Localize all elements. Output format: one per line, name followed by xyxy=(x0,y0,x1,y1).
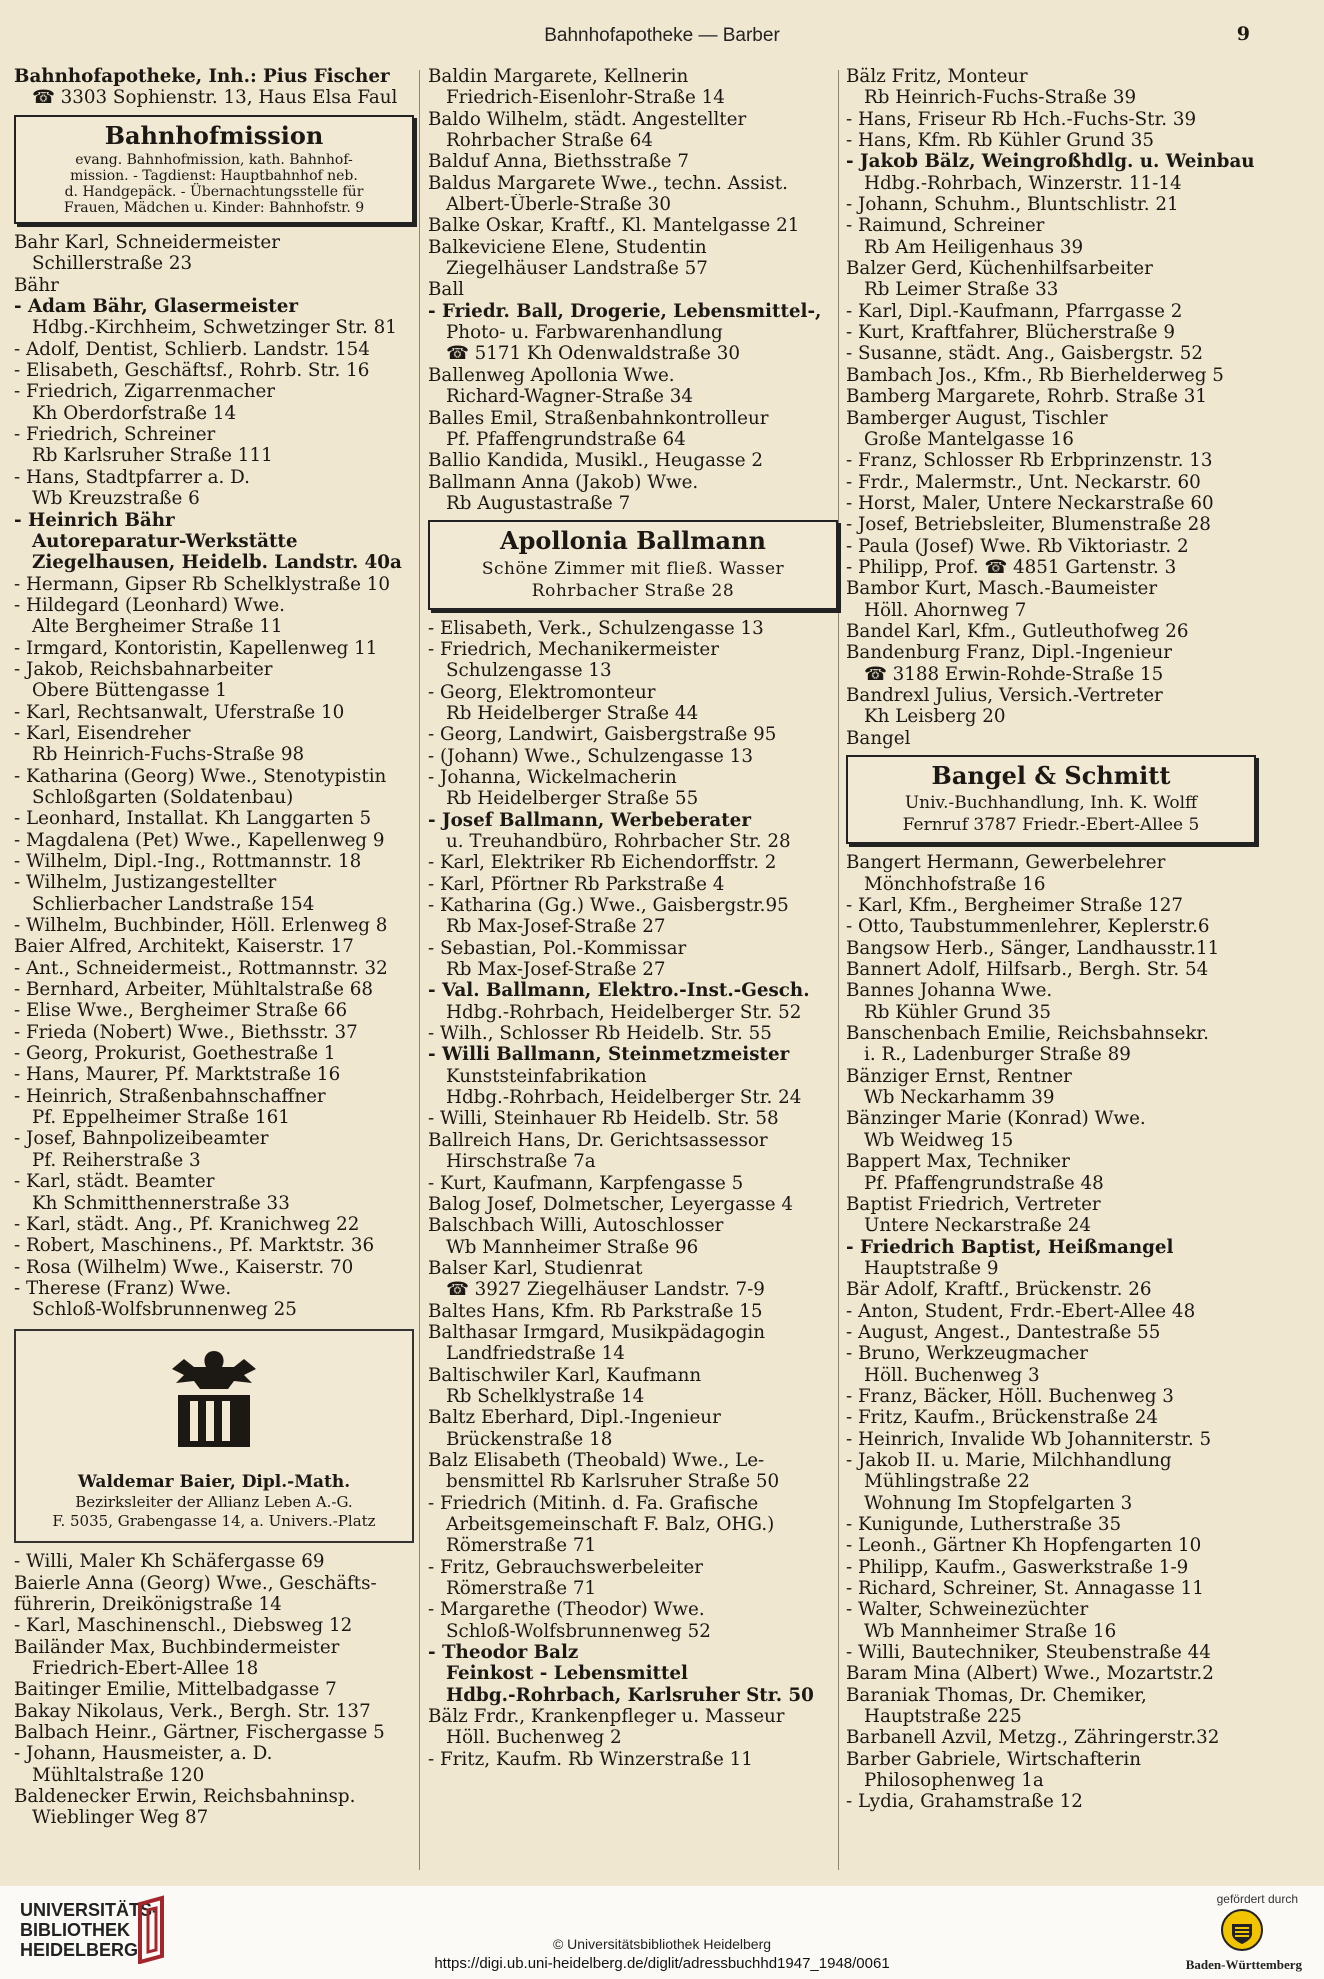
directory-line: - Friedr. Ball, Drogerie, Lebensmittel-, xyxy=(428,300,822,322)
directory-line: Bamberger August, Tischler xyxy=(846,407,1108,429)
directory-line: - Jakob Bälz, Weingroßhdlg. u. Weinbau xyxy=(846,151,1255,173)
permalink[interactable]: https://digi.ub.uni-heidelberg.de/diglit/adressbuchhd1947_1948/0061 xyxy=(434,1955,890,1972)
directory-line: - Friedrich (Mitinh. d. Fa. Grafische xyxy=(428,1492,759,1514)
directory-line: Wb Mannheimer Straße 96 xyxy=(446,1236,699,1258)
directory-line: - Therese (Franz) Wwe. xyxy=(14,1277,232,1299)
directory-line: Bannes Johanna Wwe. xyxy=(846,980,1053,1002)
sponsor-label: gefördert durch xyxy=(1216,1892,1298,1906)
directory-line: Pf. Reiherstraße 3 xyxy=(32,1149,201,1171)
directory-line: Baraniak Thomas, Dr. Chemiker, xyxy=(846,1684,1147,1706)
directory-line: Baltes Hans, Kfm. Rb Parkstraße 15 xyxy=(428,1300,763,1322)
directory-line: - Leonh., Gärtner Kh Hopfengarten 10 xyxy=(846,1535,1202,1557)
directory-line: - Bruno, Werkzeugmacher xyxy=(846,1343,1089,1365)
entry-list xyxy=(14,232,414,1321)
directory-line: Baitinger Emilie, Mittelbadgasse 7 xyxy=(14,1679,337,1701)
directory-line: Rb Karlsruher Straße 111 xyxy=(32,445,273,467)
directory-line: Balthasar Irmgard, Musikpädagogin xyxy=(428,1321,766,1343)
directory-line: - Katharina (Georg) Wwe., Stenotypistin xyxy=(14,765,387,787)
directory-line: i. R., Ladenburger Straße 89 xyxy=(864,1044,1131,1066)
directory-line: - Karl, städt. Beamter xyxy=(14,1171,215,1193)
directory-line: - Wilhelm, Buchbinder, Höll. Erlenweg 8 xyxy=(14,915,388,937)
directory-line: Richard-Wagner-Straße 34 xyxy=(446,386,694,408)
directory-line: - Josef Ballmann, Werbeberater xyxy=(428,809,751,831)
ad-box-bahnhofmission xyxy=(14,115,414,224)
directory-line: - Hildegard (Leonhard) Wwe. xyxy=(14,594,285,616)
text-line: d. Handgepäck. - Übernachtungsstelle für xyxy=(64,184,364,201)
directory-line: Wb Weidweg 15 xyxy=(864,1129,1014,1151)
directory-line: Barber Gabriele, Wirtschafterin xyxy=(846,1748,1142,1770)
library-name-line: BIBLIOTHEK xyxy=(20,1920,130,1940)
directory-line: Baldenecker Erwin, Reichsbahninsp. xyxy=(14,1786,356,1808)
ad-box-title: Bangel & Schmitt xyxy=(931,761,1171,790)
directory-line: Baltz Eberhard, Dipl.-Ingenieur xyxy=(428,1407,721,1429)
directory-line: - Jakob II. u. Marie, Milchhandlung xyxy=(846,1449,1172,1471)
directory-line: Rb Heinrich-Fuchs-Straße 39 xyxy=(864,87,1137,109)
directory-line: Friedrich-Eisenlohr-Straße 14 xyxy=(446,87,725,109)
directory-line: - Fritz, Gebrauchswerbeleiter xyxy=(428,1556,703,1578)
library-name-line: UNIVERSITÄTS- xyxy=(20,1900,159,1920)
directory-line: - Willi, Bautechniker, Steubenstraße 44 xyxy=(846,1642,1211,1664)
directory-line: Bailänder Max, Buchbindermeister xyxy=(14,1636,340,1658)
directory-line: Rb Am Heiligenhaus 39 xyxy=(864,236,1084,258)
directory-line: Wb Neckarhamm 39 xyxy=(864,1087,1055,1109)
directory-line: - Elisabeth, Geschäftsf., Rohrb. Str. 16 xyxy=(14,360,370,382)
directory-line: Philosophenweg 1a xyxy=(864,1770,1044,1792)
sponsor-name: Baden-Württemberg xyxy=(1185,1957,1302,1972)
directory-line: Hdbg.-Rohrbach, Heidelberger Str. 52 xyxy=(446,1001,802,1023)
directory-line: Römerstraße 71 xyxy=(446,1578,597,1600)
directory-line: - Frdr., Malermstr., Unt. Neckarstr. 60 xyxy=(846,471,1201,493)
directory-line: Ziegelhäuser Landstraße 57 xyxy=(446,258,708,280)
directory-line: Rb Heinrich-Fuchs-Straße 98 xyxy=(32,744,305,766)
page-header-title: Bahnhofapotheke — Barber xyxy=(544,25,780,46)
library-emblem-icon xyxy=(132,1894,172,1964)
column-2 xyxy=(428,66,838,1770)
directory-line: Balz Elisabeth (Theobald) Wwe., Le- xyxy=(428,1449,765,1471)
directory-line: Ballenweg Apollonia Wwe. xyxy=(428,364,675,386)
directory-line: Schlierbacher Landstraße 154 xyxy=(32,893,315,915)
directory-line: - Magdalena (Pet) Wwe., Kapellenweg 9 xyxy=(14,829,385,851)
directory-line: Bandrexl Julius, Versich.-Vertreter xyxy=(846,684,1163,706)
directory-line: - Ant., Schneidermeist., Rottmannstr. 32 xyxy=(14,957,388,979)
directory-line: Brückenstraße 18 xyxy=(446,1428,613,1450)
ad-box-text xyxy=(24,152,404,216)
directory-line: Balzer Gerd, Küchenhilfsarbeiter xyxy=(846,258,1153,280)
directory-line: Balschbach Willi, Autoschlosser xyxy=(428,1215,724,1237)
directory-line: Photo- u. Farbwarenhandlung xyxy=(446,322,723,344)
directory-line: - Kurt, Kaufmann, Karpfengasse 5 xyxy=(428,1172,744,1194)
directory-line: - Georg, Elektromonteur xyxy=(428,681,656,703)
directory-line: Arbeitsgemeinschaft F. Balz, OHG.) xyxy=(446,1514,775,1535)
directory-line: - Susanne, städt. Ang., Gaisbergstr. 52 xyxy=(846,343,1204,365)
directory-line: - Willi, Steinhauer Rb Heidelb. Str. 58 xyxy=(428,1108,779,1130)
directory-line: Obere Büttengasse 1 xyxy=(32,680,227,702)
directory-line: Baram Mina (Albert) Wwe., Mozartstr.2 xyxy=(846,1663,1214,1685)
directory-line: Hdbg.-Rohrbach, Karlsruher Str. 50 xyxy=(446,1684,814,1706)
directory-line: - Fritz, Kaufm. Rb Winzerstraße 11 xyxy=(428,1748,753,1770)
directory-line: Bakay Nikolaus, Verk., Bergh. Str. 137 xyxy=(14,1700,371,1722)
directory-line: Rb Max-Josef-Straße 27 xyxy=(446,916,666,938)
directory-line: Mühltalstraße 120 xyxy=(32,1764,205,1786)
directory-line: Wohnung Im Stopfelgarten 3 xyxy=(864,1492,1133,1514)
directory-line: Rb Augustastraße 7 xyxy=(446,492,631,514)
directory-line: Untere Neckarstraße 24 xyxy=(864,1215,1091,1237)
directory-line: ☎ 3303 Sophienstr. 13, Haus Elsa Faul xyxy=(32,87,398,109)
directory-line: - Irmgard, Kontoristin, Kapellenweg 11 xyxy=(14,637,378,659)
directory-line: Schloßgarten (Soldatenbau) xyxy=(32,786,294,808)
directory-line: Bangert Hermann, Gewerbelehrer xyxy=(846,852,1166,874)
directory-line: - Karl, Eisendreher xyxy=(14,722,191,744)
directory-line: Römerstraße 71 xyxy=(446,1535,597,1557)
directory-line: Friedrich-Ebert-Allee 18 xyxy=(32,1657,259,1679)
directory-line: Ballio Kandida, Musikl., Heugasse 2 xyxy=(428,450,764,472)
ad-box-title: Apollonia Ballmann xyxy=(499,526,767,556)
directory-line: Bamberg Margarete, Rohrb. Straße 31 xyxy=(846,386,1207,408)
directory-line: - (Johann) Wwe., Schulzengasse 13 xyxy=(428,745,753,767)
directory-line: Schulzengasse 13 xyxy=(446,660,612,682)
directory-line: - Bernhard, Arbeiter, Mühltalstraße 68 xyxy=(14,979,373,1001)
directory-line: - Josef, Betriebsleiter, Blumenstraße 28 xyxy=(846,514,1211,536)
directory-line: - Val. Ballmann, Elektro.-Inst.-Gesch. xyxy=(428,980,810,1002)
column-1 xyxy=(14,66,414,1829)
directory-line: - Karl, städt. Ang., Pf. Kranichweg 22 xyxy=(14,1213,360,1235)
page-number: 9 xyxy=(1236,23,1250,45)
directory-line: ☎ 5171 Kh Odenwaldstraße 30 xyxy=(446,343,741,365)
directory-line: Bänzinger Marie (Konrad) Wwe. xyxy=(846,1108,1146,1130)
directory-line: - Karl, Maschinenschl., Diebsweg 12 xyxy=(14,1615,353,1637)
entry-list xyxy=(14,1551,414,1828)
column-divider xyxy=(419,70,420,1870)
text-line: mission. - Tagdienst: Hauptbahnhof neb. xyxy=(70,168,358,185)
column-divider xyxy=(838,70,839,1870)
directory-line: Balkeviciene Elene, Studentin xyxy=(428,236,707,258)
directory-line: - Walter, Schweinezüchter xyxy=(846,1599,1089,1621)
directory-line: - Katharina (Gg.) Wwe., Gaisbergstr.95 xyxy=(428,895,789,917)
text-line: F. 5035, Grabengasse 14, a. Univers.-Platz xyxy=(52,1512,376,1531)
directory-line: ☎ 3188 Erwin-Rohde-Straße 15 xyxy=(864,663,1164,685)
directory-line: Bappert Max, Techniker xyxy=(846,1151,1070,1173)
directory-line: Hdbg.-Kirchheim, Schwetzinger Str. 81 xyxy=(32,317,397,339)
directory-line: Ballmann Anna (Jakob) Wwe. xyxy=(428,471,699,493)
entry-list xyxy=(846,66,1256,749)
directory-line: - Frieda (Nobert) Wwe., Biethsstr. 37 xyxy=(14,1021,358,1043)
directory-line: Baldo Wilhelm, städt. Angestellter xyxy=(428,108,747,130)
directory-line: - Heinrich Bähr xyxy=(14,509,175,531)
directory-line: Bähr xyxy=(14,274,59,296)
ad-text xyxy=(22,1493,406,1531)
directory-line: - Hans, Stadtpfarrer a. D. xyxy=(14,466,250,488)
directory-line: Pf. Pfaffengrundstraße 64 xyxy=(446,428,686,450)
directory-line: - Josef, Bahnpolizeibeamter xyxy=(14,1128,269,1150)
text-line: Fernruf 3787 Friedr.-Ebert-Allee 5 xyxy=(902,815,1200,836)
directory-line: - Karl, Elektriker Rb Eichendorffstr. 2 xyxy=(428,852,777,874)
directory-line: Ball xyxy=(428,279,465,301)
directory-line: Barbanell Azvil, Metzg., Zähringerstr.32 xyxy=(846,1727,1220,1749)
directory-line: u. Treuhandbüro, Rohrbacher Str. 28 xyxy=(446,831,791,852)
directory-line: - Philipp, Prof. ☎ 4851 Gartenstr. 3 xyxy=(846,556,1177,578)
directory-line: Bandenburg Franz, Dipl.-Ingenieur xyxy=(846,642,1172,664)
directory-line: - Paula (Josef) Wwe. Rb Viktoriastr. 2 xyxy=(846,535,1189,557)
directory-line: Balles Emil, Straßenbahnkontrolleur xyxy=(428,407,769,429)
directory-line: Bänziger Ernst, Rentner xyxy=(846,1065,1072,1087)
directory-line: - Elise Wwe., Bergheimer Straße 66 xyxy=(14,1000,348,1022)
directory-line: Bandel Karl, Kfm., Gutleuthofweg 26 xyxy=(846,620,1189,642)
directory-line: Rb Leimer Straße 33 xyxy=(864,279,1059,301)
directory-line: - Heinrich, Straßenbahnschaffner xyxy=(14,1085,326,1107)
directory-line: Pf. Eppelheimer Straße 161 xyxy=(32,1107,290,1129)
directory-line: - Wilhelm, Justizangestellter xyxy=(14,872,277,894)
directory-line: - Otto, Taubstummenlehrer, Keplerstr.6 xyxy=(846,916,1210,938)
directory-line: Hauptstraße 9 xyxy=(864,1257,999,1279)
directory-line: Rb Schelklystraße 14 xyxy=(446,1385,645,1407)
directory-line: - Franz, Schlosser Rb Erbprinzenstr. 13 xyxy=(846,450,1213,472)
directory-line: - Robert, Maschinens., Pf. Marktstr. 36 xyxy=(14,1235,375,1257)
directory-line: Bambach Jos., Kfm., Rb Bierhelderweg 5 xyxy=(846,364,1224,386)
directory-line: Albert-Überle-Straße 30 xyxy=(446,194,671,216)
directory-line: - Johanna, Wickelmacherin xyxy=(428,766,677,788)
directory-line: Wb Mannheimer Straße 16 xyxy=(864,1620,1117,1642)
directory-line: Wieblinger Weg 87 xyxy=(32,1807,209,1829)
directory-line: - Wilhelm, Dipl.-Ing., Rottmannstr. 18 xyxy=(14,851,362,872)
text-line: evang. Bahnhofmission, kath. Bahnhof- xyxy=(75,152,353,169)
text-line: Bezirksleiter der Allianz Leben A.-G. xyxy=(75,1493,353,1512)
directory-line: - Rosa (Wilhelm) Wwe., Kaiserstr. 70 xyxy=(14,1256,354,1278)
directory-line: Baldus Margarete Wwe., techn. Assist. xyxy=(428,172,788,194)
directory-line: - Johann, Hausmeister, a. D. xyxy=(14,1743,273,1765)
directory-line: - Friedrich, Mechanikermeister xyxy=(428,638,719,660)
directory-line: - Richard, Schreiner, St. Annagasse 11 xyxy=(846,1578,1204,1600)
directory-line: - August, Angest., Dantestraße 55 xyxy=(846,1321,1161,1343)
ad-allianz xyxy=(14,1329,414,1544)
directory-line: Rb Heidelberger Straße 55 xyxy=(446,788,699,810)
directory-line: - Willi, Maler Kh Schäfergasse 69 xyxy=(14,1551,325,1573)
directory-line: - Willi Ballmann, Steinmetzmeister xyxy=(428,1044,790,1066)
directory-line: Kunststeinfabrikation xyxy=(446,1065,647,1087)
directory-line: - Hans, Kfm. Rb Kühler Grund 35 xyxy=(846,130,1154,152)
directory-line: Kh Oberdorfstraße 14 xyxy=(32,402,237,424)
directory-line: Schloß-Wolfsbrunnenweg 25 xyxy=(32,1299,297,1321)
directory-line: Schillerstraße 23 xyxy=(32,253,193,275)
directory-line: Hdbg.-Rohrbach, Winzerstr. 11-14 xyxy=(864,172,1182,194)
directory-line: Bambor Kurt, Masch.-Baumeister xyxy=(846,578,1158,600)
directory-line: - Sebastian, Pol.-Kommissar xyxy=(428,937,687,959)
directory-line: Mönchhofstraße 16 xyxy=(864,873,1046,895)
directory-line: - Friedrich, Zigarrenmacher xyxy=(14,381,276,403)
text-line: Frauen, Mädchen u. Kinder: Bahnhofstr. 9 xyxy=(63,200,365,217)
directory-line: Balser Karl, Studienrat xyxy=(428,1257,643,1279)
directory-line: - Georg, Landwirt, Gaisbergstraße 95 xyxy=(428,724,777,746)
entry-list xyxy=(14,66,414,109)
directory-line: - Kunigunde, Lutherstraße 35 xyxy=(846,1514,1122,1535)
ad-box-bangel-schmitt xyxy=(846,755,1256,844)
directory-line: - Horst, Maler, Untere Neckarstraße 60 xyxy=(846,492,1214,514)
text-line: Schöne Zimmer mit fließ. Wasser xyxy=(481,558,785,579)
directory-line: Banschenbach Emilie, Reichsbahnsekr. xyxy=(846,1023,1209,1045)
directory-line: Bangsow Herb., Sänger, Landhausstr.11 xyxy=(846,937,1220,959)
directory-line: bensmittel Rb Karlsruher Straße 50 xyxy=(446,1471,780,1493)
directory-line: Balke Oskar, Kraftf., Kl. Mantelgasse 21 xyxy=(428,215,800,237)
directory-line: Autoreparatur-Werkstätte xyxy=(32,530,298,552)
directory-line: - Hermann, Gipser Rb Schelklystraße 10 xyxy=(14,573,390,595)
directory-line: - Karl, Pförtner Rb Parkstraße 4 xyxy=(428,873,725,895)
column-3 xyxy=(846,66,1256,1813)
directory-line: - Fritz, Kaufm., Brückenstraße 24 xyxy=(846,1407,1159,1429)
directory-line: - Adam Bähr, Glasermeister xyxy=(14,296,298,318)
directory-line: Feinkost - Lebensmittel xyxy=(446,1663,688,1685)
directory-line: Baldin Margarete, Kellnerin xyxy=(428,66,689,87)
directory-line: - Karl, Kfm., Bergheimer Straße 127 xyxy=(846,895,1184,917)
directory-line: Balduf Anna, Biethsstraße 7 xyxy=(428,151,689,173)
directory-line: - Franz, Bäcker, Höll. Buchenweg 3 xyxy=(846,1385,1174,1407)
directory-line: Höll. Buchenweg 3 xyxy=(864,1364,1040,1386)
directory-line: Hauptstraße 225 xyxy=(864,1706,1022,1728)
ad-box-text xyxy=(856,792,1246,836)
directory-line: Ballreich Hans, Dr. Gerichtsassessor xyxy=(428,1129,768,1151)
directory-line: Baier Alfred, Architekt, Kaiserstr. 17 xyxy=(14,936,354,958)
directory-line: - Wilh., Schlosser Rb Heidelb. Str. 55 xyxy=(428,1023,772,1045)
directory-line: - Georg, Prokurist, Goethestraße 1 xyxy=(14,1043,336,1065)
directory-line: Bahr Karl, Schneidermeister xyxy=(14,232,280,254)
directory-line: - Johann, Schuhm., Bluntschlistr. 21 xyxy=(846,194,1179,216)
directory-line: - Raimund, Schreiner xyxy=(846,215,1045,237)
directory-line: - Leonhard, Installat. Kh Langgarten 5 xyxy=(14,808,372,830)
directory-line: Kh Leisberg 20 xyxy=(864,706,1006,728)
copyright-notice: © Universitätsbibliothek Heidelberg xyxy=(552,1936,772,1952)
directory-line: Bär Adolf, Kraftf., Brückenstr. 26 xyxy=(846,1279,1152,1301)
directory-line: ☎ 3927 Ziegelhäuser Landstr. 7-9 xyxy=(446,1279,765,1301)
directory-line: - Lydia, Grahamstraße 12 xyxy=(846,1791,1083,1813)
directory-line: Rohrbacher Straße 64 xyxy=(446,130,653,152)
directory-line: - Philipp, Kaufm., Gaswerkstraße 1-9 xyxy=(846,1556,1189,1578)
directory-line: - Heinrich, Invalide Wb Johanniterstr. 5 xyxy=(846,1428,1212,1450)
directory-line: - Elisabeth, Verk., Schulzengasse 13 xyxy=(428,617,764,639)
directory-line: - Friedrich Baptist, Heißmangel xyxy=(846,1236,1174,1258)
directory-line: Höll. Ahornweg 7 xyxy=(864,599,1027,621)
directory-line: Wb Kreuzstraße 6 xyxy=(32,488,200,510)
directory-line: Balog Josef, Dolmetscher, Leyergasse 4 xyxy=(428,1193,794,1215)
directory-line: Landfriedstraße 14 xyxy=(446,1343,625,1365)
directory-line: - Karl, Rechtsanwalt, Uferstraße 10 xyxy=(14,701,345,723)
ad-box-title: Bahnhofmission xyxy=(104,120,324,150)
library-name-line: HEIDELBERG xyxy=(20,1940,139,1960)
directory-line: - Hans, Friseur Rb Hch.-Fuchs-Str. 39 xyxy=(846,108,1197,130)
directory-line: Große Mantelgasse 16 xyxy=(864,428,1074,450)
ad-box-text xyxy=(438,558,828,602)
directory-line: Hdbg.-Rohrbach, Heidelberger Str. 24 xyxy=(446,1087,802,1109)
directory-line: Bälz Fritz, Monteur xyxy=(846,66,1028,87)
directory-line: - Friedrich, Schreiner xyxy=(14,424,216,446)
directory-line: Rb Heidelberger Straße 44 xyxy=(446,702,699,724)
directory-line: Ziegelhausen, Heidelb. Landstr. 40a xyxy=(32,552,402,574)
entry-list xyxy=(428,66,838,514)
directory-line: - Kurt, Kraftfahrer, Blücherstraße 9 xyxy=(846,322,1175,344)
directory-line: Pf. Pfaffengrundstraße 48 xyxy=(864,1172,1104,1194)
directory-line: Baierle Anna (Georg) Wwe., Geschäfts- xyxy=(14,1572,377,1594)
ad-box-ballmann xyxy=(428,520,838,609)
directory-line: Bangel xyxy=(846,727,911,749)
text-line: Univ.-Buchhandlung, Inh. K. Wolff xyxy=(904,793,1198,814)
directory-line: Bahnhofapotheke, Inh.: Pius Fischer xyxy=(14,66,390,87)
directory-line: - Karl, Dipl.-Kaufmann, Pfarrgasse 2 xyxy=(846,300,1183,322)
text-line: Rohrbacher Straße 28 xyxy=(531,580,735,601)
directory-line: - Adolf, Dentist, Schlierb. Landstr. 154 xyxy=(14,338,370,360)
directory-line: - Anton, Student, Frdr.-Ebert-Allee 48 xyxy=(846,1300,1196,1322)
directory-line: Baltischwiler Karl, Kaufmann xyxy=(428,1364,702,1386)
directory-line: Rb Max-Josef-Straße 27 xyxy=(446,959,666,981)
directory-line: Schloß-Wolfsbrunnenweg 52 xyxy=(446,1620,711,1642)
directory-line: Baptist Friedrich, Vertreter xyxy=(846,1193,1101,1215)
directory-line: Rb Kühler Grund 35 xyxy=(864,1001,1051,1023)
directory-line: Kh Schmitthennerstraße 33 xyxy=(32,1192,290,1214)
entry-list xyxy=(428,618,838,1771)
directory-line: Balbach Heinr., Gärtner, Fischergasse 5 xyxy=(14,1722,385,1743)
directory-line: - Jakob, Reichsbahnarbeiter xyxy=(14,658,273,680)
eagle-logo-icon xyxy=(154,1345,274,1455)
directory-line: - Hans, Maurer, Pf. Marktstraße 16 xyxy=(14,1064,341,1086)
directory-line: Mühlingstraße 22 xyxy=(864,1471,1030,1493)
entry-list xyxy=(846,852,1256,1812)
ad-name: Waldemar Baier, Dipl.-Math. xyxy=(77,1471,351,1492)
directory-line: Höll. Buchenweg 2 xyxy=(446,1727,622,1749)
directory-line: führerin, Dreikönigstraße 14 xyxy=(14,1593,282,1615)
directory-line: Bannert Adolf, Hilfsarb., Bergh. Str. 54 xyxy=(846,959,1209,981)
directory-line: Hirschstraße 7a xyxy=(446,1151,596,1173)
directory-line: Alte Bergheimer Straße 11 xyxy=(32,616,283,638)
directory-line: Bälz Frdr., Krankenpfleger u. Masseur xyxy=(428,1706,785,1728)
directory-line: - Margarethe (Theodor) Wwe. xyxy=(428,1599,705,1621)
directory-line: - Theodor Balz xyxy=(428,1642,579,1664)
state-crest-icon xyxy=(1220,1908,1264,1952)
